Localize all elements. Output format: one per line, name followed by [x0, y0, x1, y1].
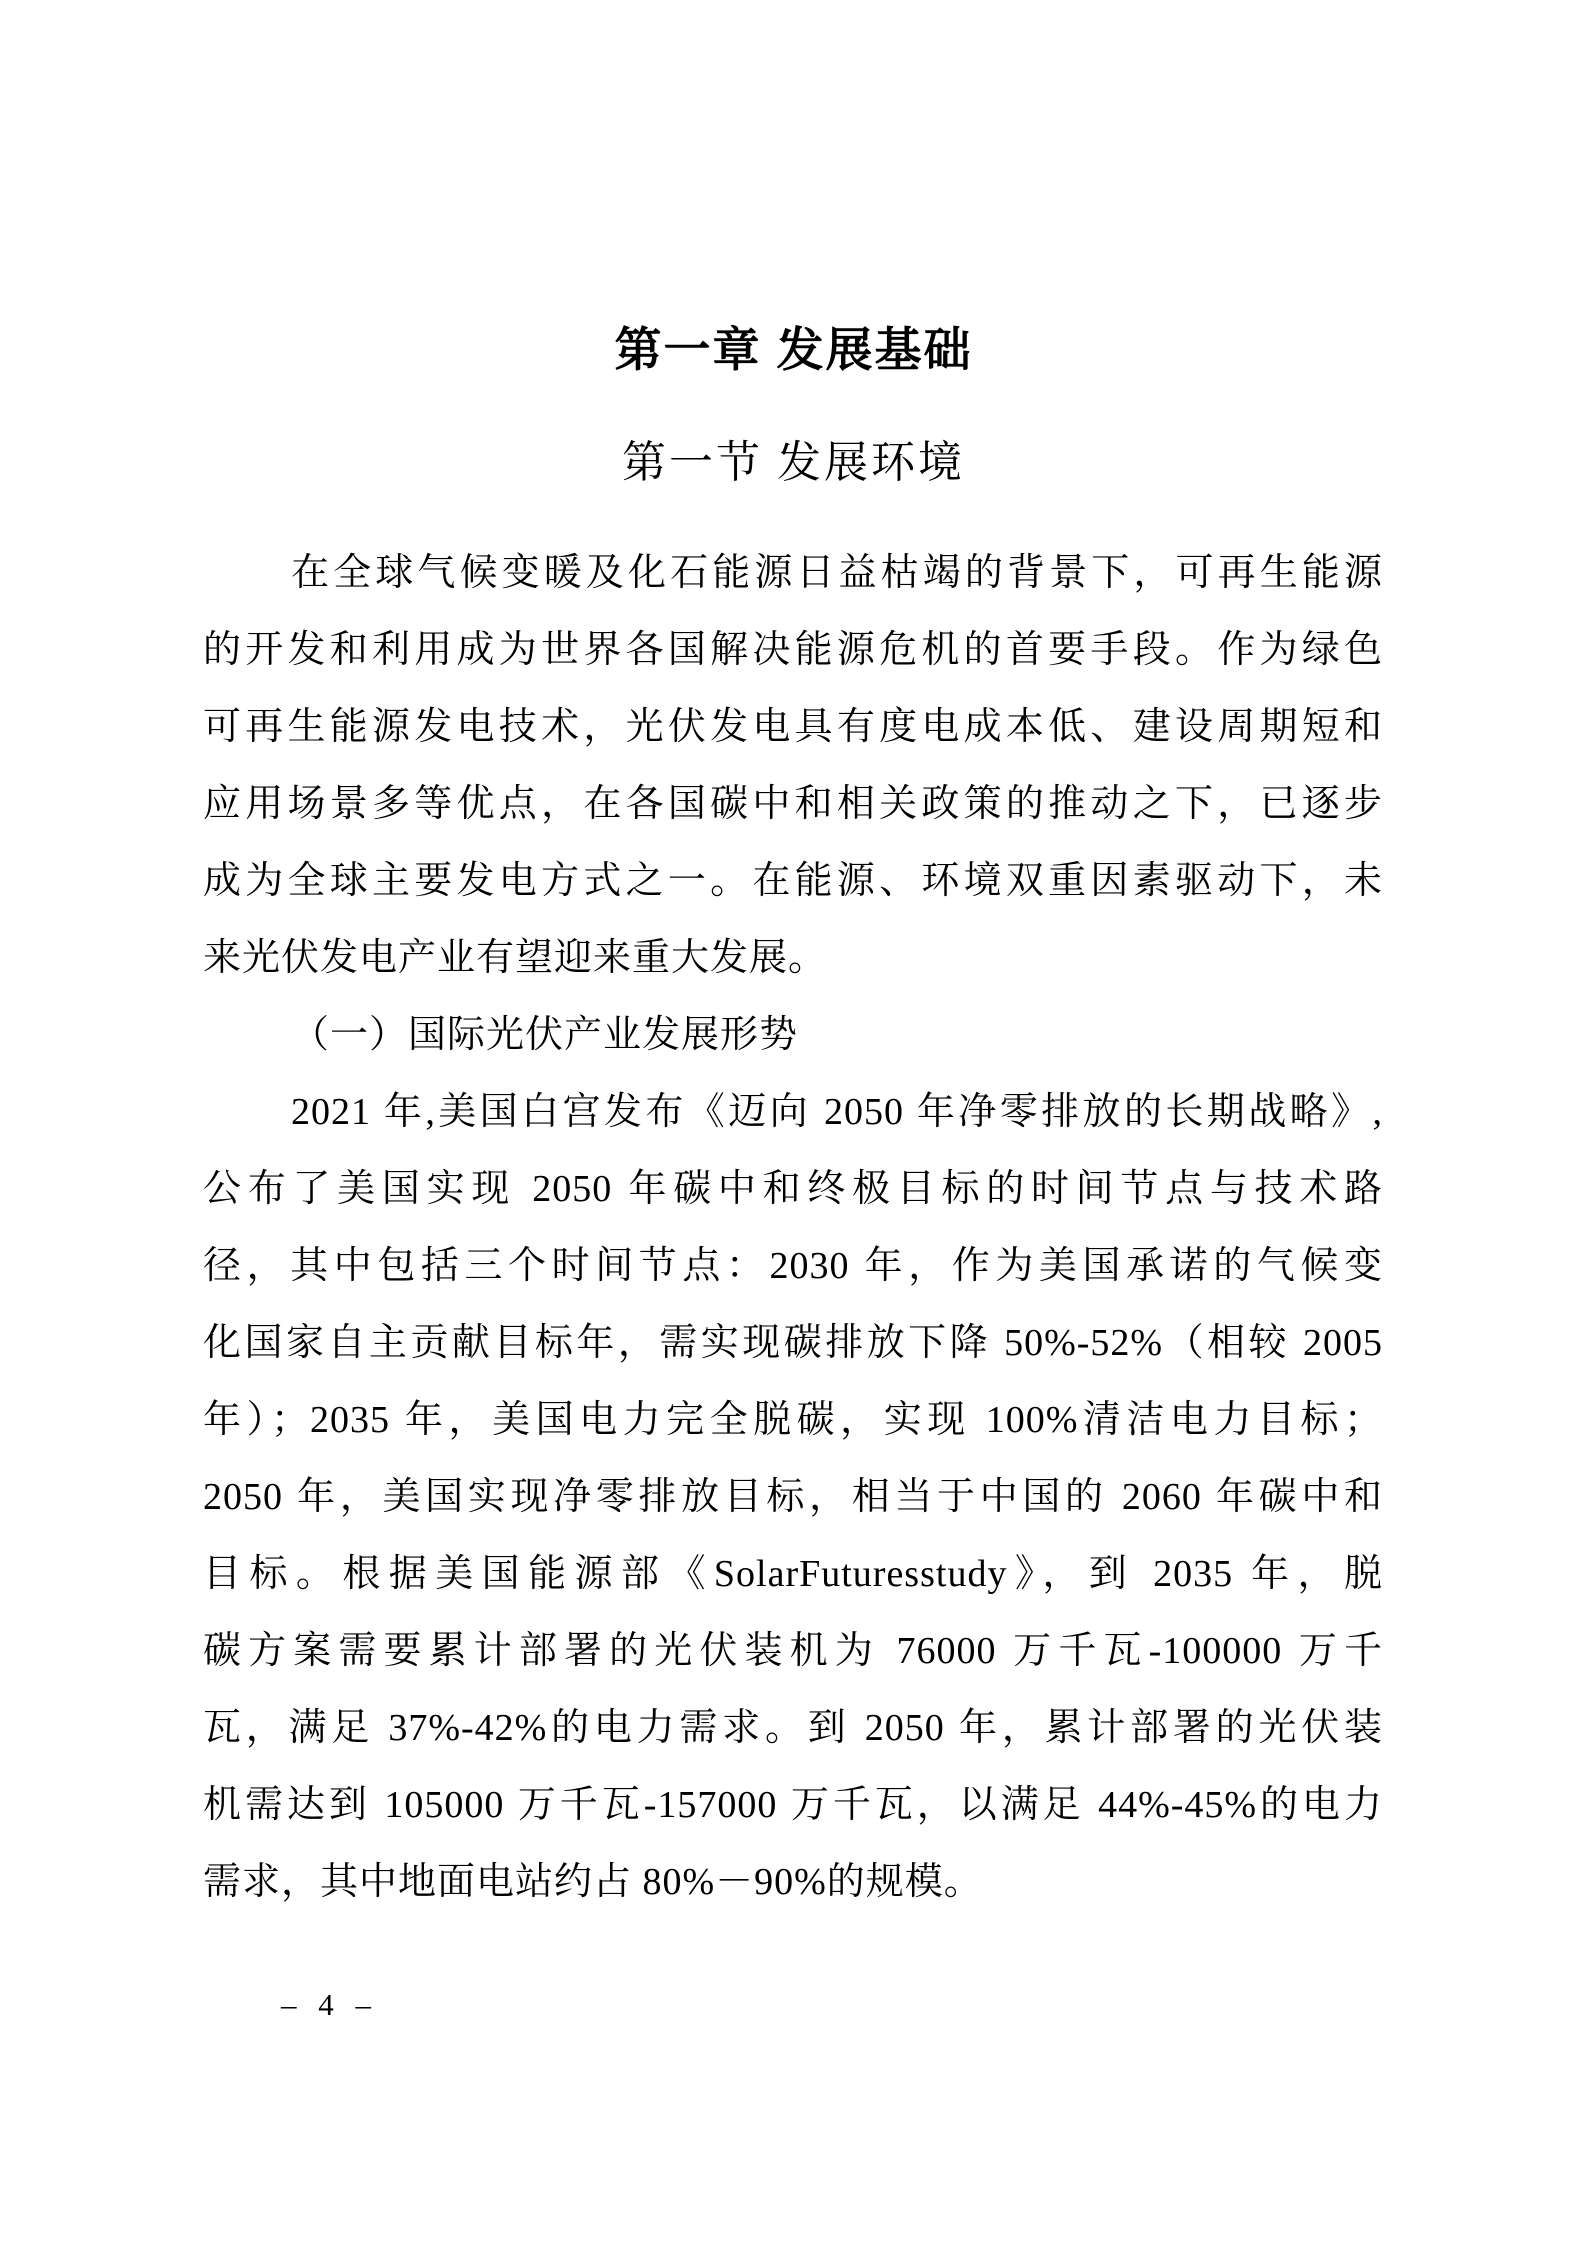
body-line: 成为全球主要发电方式之一。在能源、环境双重因素驱动下，未 [203, 860, 1383, 902]
page-number: – 4 – [281, 1987, 378, 2022]
body-line: 碳方案需要累计部署的光伏装机为 76000 万千瓦-100000 万千 [203, 1630, 1383, 1672]
body-line: 需求，其中地面电站约占 80%－90%的规模。 [203, 1861, 983, 1903]
subheading: （一）国际光伏产业发展形势 [291, 1014, 799, 1056]
body-line: 在全球气候变暖及化石能源日益枯竭的背景下，可再生能源 [291, 552, 1383, 594]
paragraph-2 [203, 1074, 1383, 1921]
body-line: 径，其中包括三个时间节点：2030 年，作为美国承诺的气候变 [203, 1245, 1383, 1287]
body-line: 来光伏发电产业有望迎来重大发展。 [203, 937, 828, 979]
body-line: 化国家自主贡献目标年，需实现碳排放下降 50%-52%（相较 2005 [203, 1322, 1383, 1364]
section-title: 第一节 发展环境 [622, 438, 965, 487]
chapter-title: 第一章 发展基础 [614, 323, 973, 376]
body-line: 的开发和利用成为世界各国解决能源危机的首要手段。作为绿色 [203, 629, 1383, 671]
body-line: 2021 年,美国白宫发布《迈向 2050 年净零排放的长期战略》, [291, 1091, 1383, 1133]
body-line: 瓦，满足 37%-42%的电力需求。到 2050 年，累计部署的光伏装 [203, 1707, 1383, 1749]
body-line: 年）；2035 年，美国电力完全脱碳，实现 100%清洁电力目标； [203, 1399, 1383, 1441]
body-line: 2050 年，美国实现净零排放目标，相当于中国的 2060 年碳中和 [203, 1476, 1383, 1518]
body-line: 机需达到 105000 万千瓦-157000 万千瓦，以满足 44%-45%的电力 [203, 1784, 1383, 1826]
body-line: 应用场景多等优点，在各国碳中和相关政策的推动之下，已逐步 [203, 783, 1383, 825]
body-line: 可再生能源发电技术，光伏发电具有度电成本低、建设周期短和 [203, 706, 1383, 748]
body-text [203, 535, 1383, 1921]
body-line: 公布了美国实现 2050 年碳中和终极目标的时间节点与技术路 [203, 1168, 1383, 1210]
paragraph-1 [203, 535, 1383, 997]
body-line: 目标。根据美国能源部《SolarFuturesstudy》，到 2035 年，脱 [203, 1553, 1383, 1595]
